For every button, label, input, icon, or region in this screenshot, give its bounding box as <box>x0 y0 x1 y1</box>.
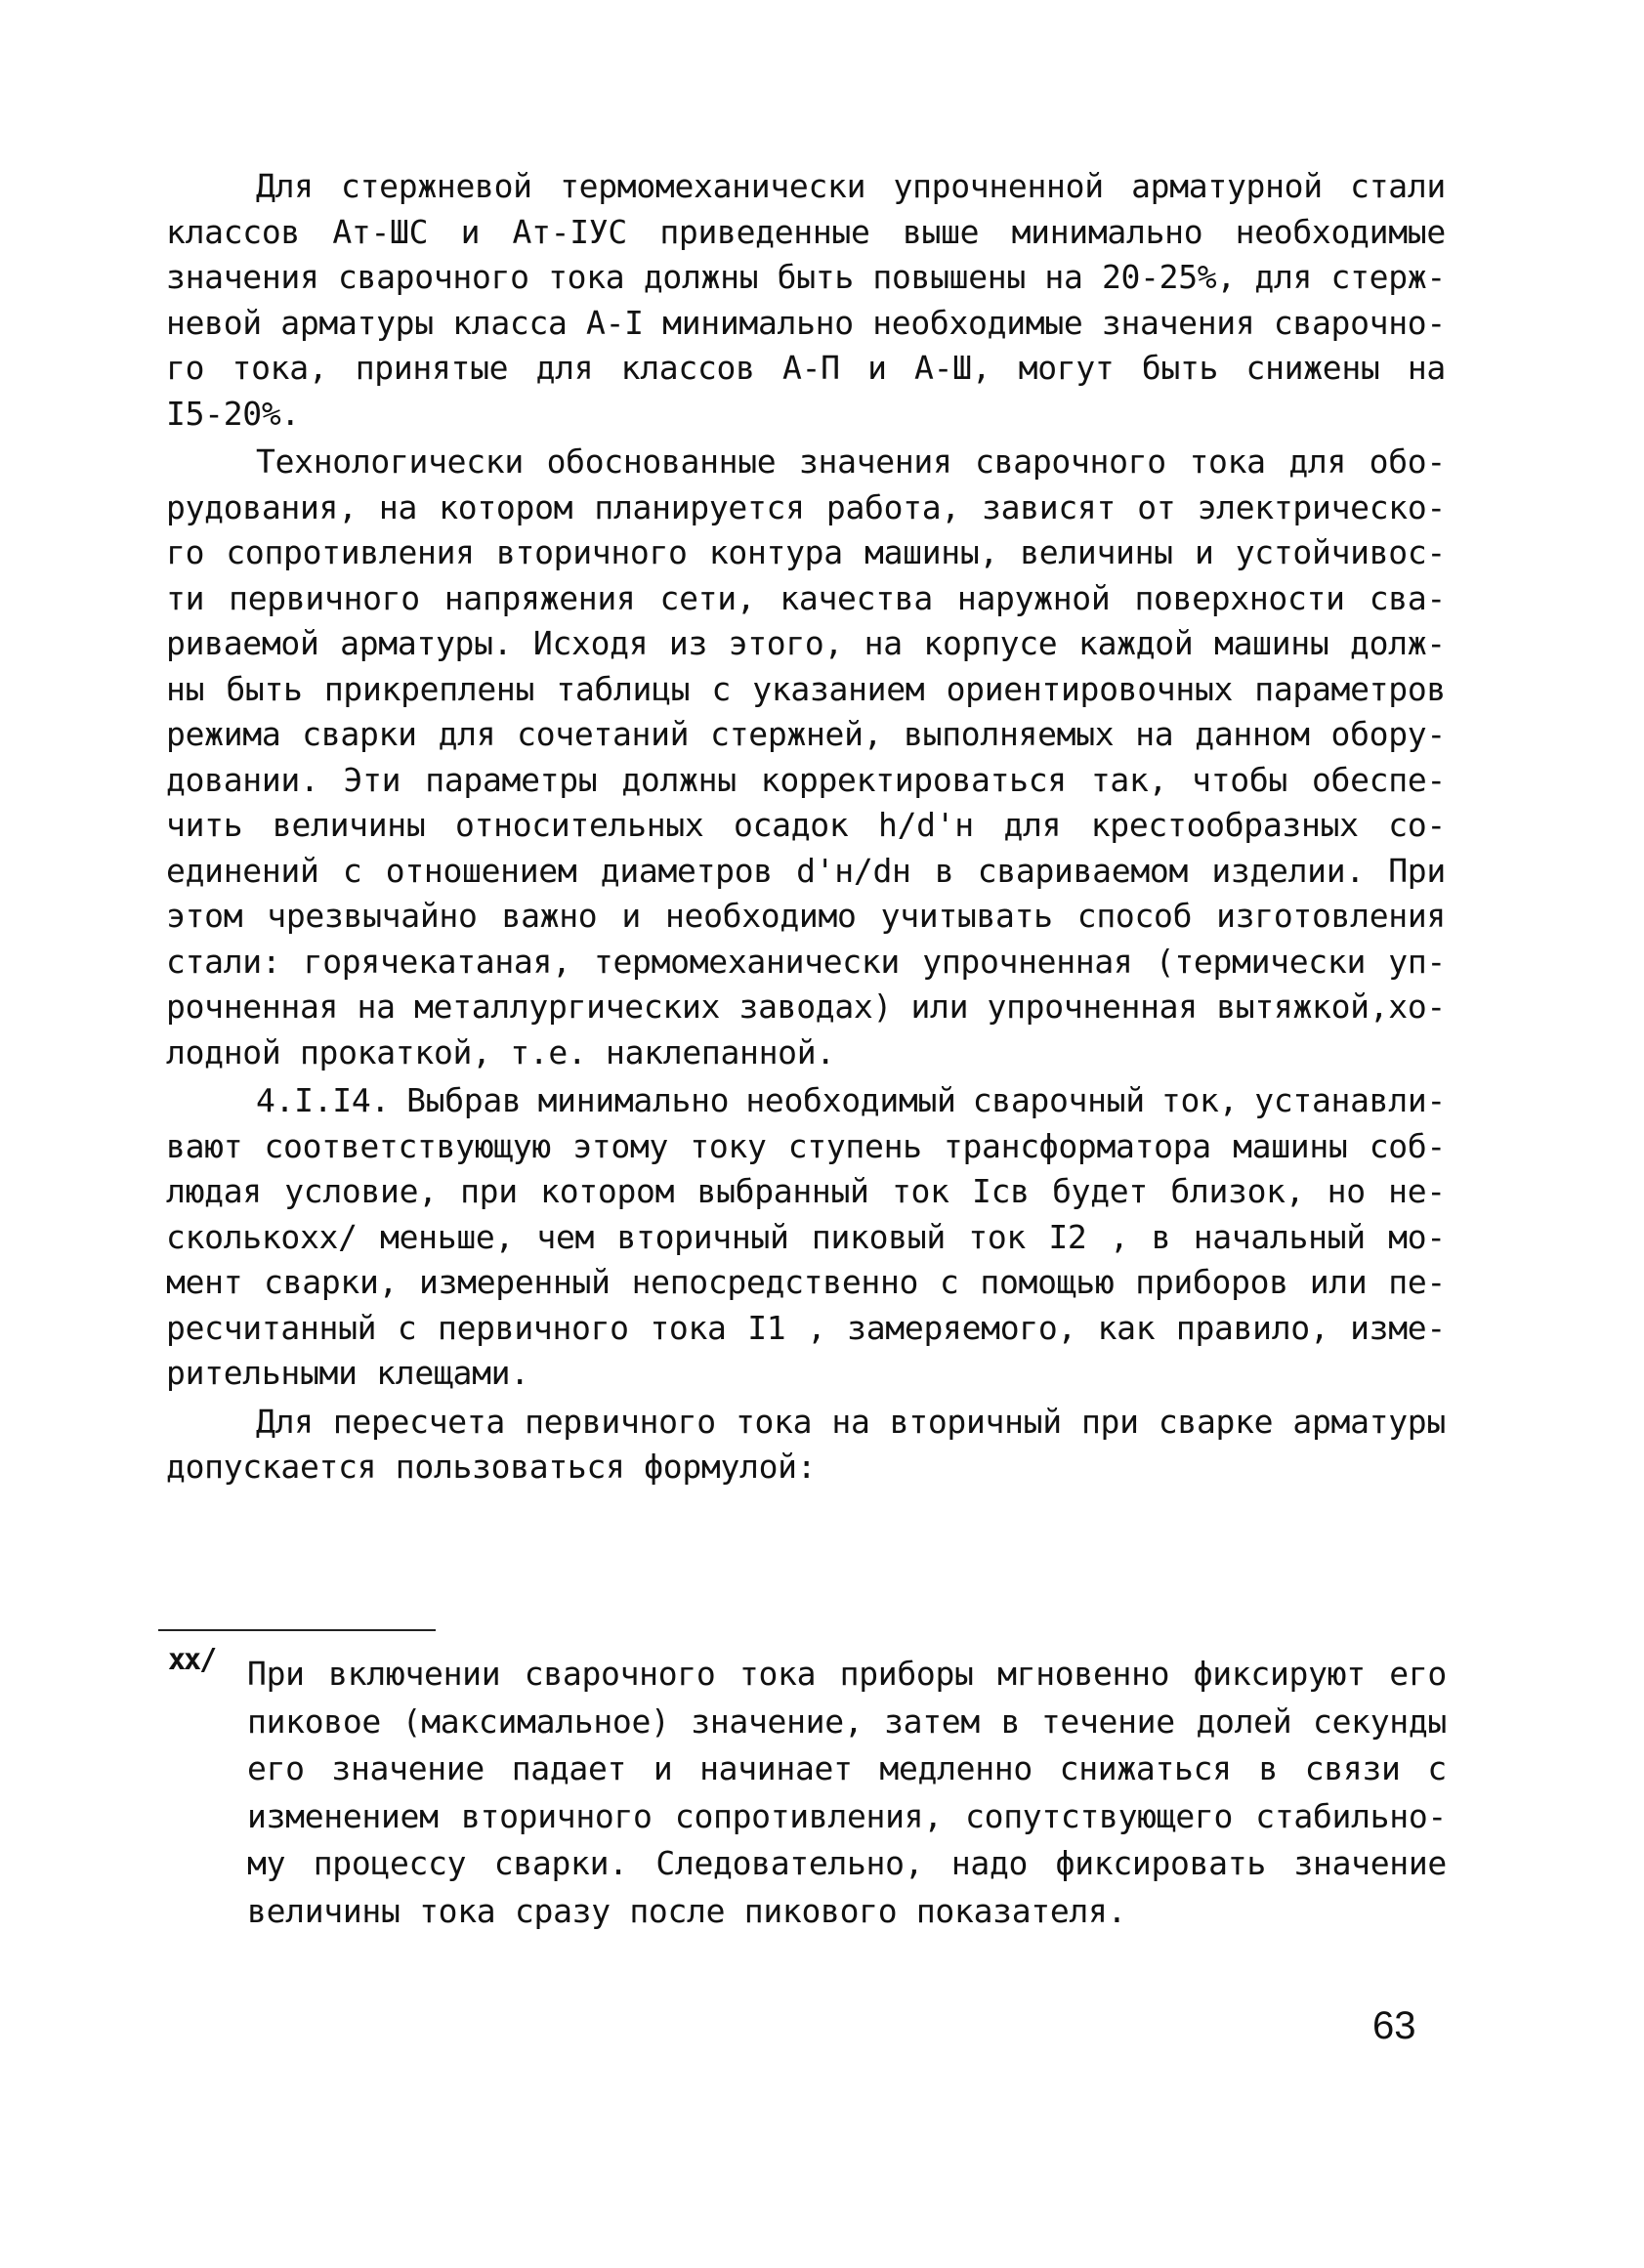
word: отношением <box>385 851 577 890</box>
word: I1 <box>747 1308 786 1347</box>
text-line <box>166 301 1446 347</box>
text-line: лодной прокаткой, т.е. наклепанной. <box>166 1032 835 1071</box>
word: Следовательно, <box>655 1844 924 1882</box>
word: для <box>535 349 594 387</box>
word: вытяжкой,хо- <box>1216 987 1446 1026</box>
text-line <box>166 985 1446 1030</box>
footnote-line <box>247 1699 1447 1746</box>
word: надо <box>950 1844 1029 1882</box>
word: на <box>357 987 396 1026</box>
word: обору- <box>1330 715 1446 753</box>
word: снижены <box>1245 349 1380 387</box>
word: Выбрав <box>406 1081 522 1119</box>
word: обеспе- <box>1311 760 1446 799</box>
word: необходимый <box>745 1081 956 1119</box>
text-line <box>166 440 1446 485</box>
text-line <box>166 1306 1446 1352</box>
word: Эти <box>343 760 401 799</box>
word: изготовления <box>1216 897 1446 935</box>
word: сколькоxx/ <box>166 1217 358 1256</box>
word: упрочненная <box>922 942 1133 981</box>
word: пиковое <box>247 1701 381 1741</box>
word: могут <box>1018 349 1115 387</box>
text-line <box>166 1078 1446 1124</box>
word: или <box>910 987 969 1026</box>
word: рочненная <box>166 987 339 1026</box>
word: принятые <box>355 349 509 387</box>
word: необходимо <box>664 897 857 935</box>
word: тока <box>548 258 625 296</box>
word: медленно <box>879 1749 1033 1787</box>
word: соответствующую <box>264 1126 551 1165</box>
word: , <box>806 1308 826 1347</box>
word: процессу <box>313 1844 467 1882</box>
word: машины <box>1233 1126 1348 1165</box>
word: течение <box>1040 1701 1175 1741</box>
word: быть <box>226 669 303 708</box>
word: сварочного <box>524 1655 716 1693</box>
paragraph-4 <box>166 1400 1446 1491</box>
word: ресчитанный <box>166 1308 377 1347</box>
word: работа, <box>825 487 960 526</box>
word: значения <box>1101 303 1255 342</box>
word: обоснованные <box>546 442 777 481</box>
text-line <box>166 1260 1446 1306</box>
word: 4.I.I4. <box>256 1081 390 1119</box>
word: упрочненной <box>893 167 1104 205</box>
word: изме- <box>1350 1308 1446 1347</box>
word: осадок <box>734 806 849 844</box>
word: стабильно- <box>1255 1796 1447 1835</box>
word: и <box>1194 533 1214 571</box>
text-line: рительными клещами. <box>166 1354 529 1392</box>
word: будет <box>1052 1172 1148 1210</box>
word: с <box>397 1308 417 1347</box>
word: пересчета <box>332 1402 505 1441</box>
word: этого, <box>728 624 844 662</box>
word: сва- <box>1369 578 1446 617</box>
word: так, <box>1090 760 1168 799</box>
footnote-line <box>247 1840 1447 1888</box>
word: При <box>1388 851 1446 890</box>
word: прикреплены <box>323 669 535 708</box>
word: фиксировать <box>1055 1844 1266 1882</box>
word: фиксируют <box>1193 1655 1366 1693</box>
word: при <box>460 1172 518 1210</box>
word: электрическо- <box>1197 487 1446 526</box>
word: и <box>460 212 481 251</box>
word: каждой <box>1078 624 1194 662</box>
word: корректироваться <box>760 760 1067 799</box>
word: падает <box>511 1749 627 1787</box>
word: на <box>1407 349 1446 387</box>
text-line <box>166 255 1446 301</box>
word: указанием <box>752 669 925 708</box>
word: ти <box>166 578 205 617</box>
word: Технологически <box>256 442 524 481</box>
text-line <box>166 894 1446 940</box>
word: и <box>867 349 887 387</box>
word: в <box>1151 1217 1171 1256</box>
word: пиковый <box>811 1217 946 1256</box>
word: свариваемом <box>977 851 1189 890</box>
word: как <box>1097 1308 1156 1347</box>
word: ступень <box>787 1126 922 1165</box>
word: необходимые <box>872 303 1083 342</box>
text-line <box>166 1169 1446 1215</box>
word: обо- <box>1369 442 1446 481</box>
word: котором <box>439 487 573 526</box>
word: значения <box>798 442 952 481</box>
word: чрезвычайно <box>267 897 478 935</box>
word: ориентировочных <box>946 669 1234 708</box>
word: чить <box>166 806 243 844</box>
word: чтобы <box>1192 760 1287 799</box>
word: сварке <box>1158 1402 1274 1441</box>
word: го <box>166 533 205 571</box>
text-line <box>166 803 1446 849</box>
word: А-П <box>782 349 840 387</box>
word: условие, <box>284 1172 438 1210</box>
word: зависят <box>982 487 1117 526</box>
word: для <box>1254 258 1313 296</box>
word: на <box>1044 258 1083 296</box>
word: напряжения <box>443 578 636 617</box>
word: вторичного <box>495 533 688 571</box>
word: ток <box>891 1172 949 1210</box>
word: параметров <box>1254 669 1446 708</box>
word: выбранный <box>696 1172 869 1210</box>
word: корпусе <box>923 624 1058 662</box>
word: вторичного <box>460 1796 653 1835</box>
word: сварочный <box>972 1081 1145 1119</box>
word: Исходя <box>532 624 649 662</box>
word: людая <box>166 1172 262 1210</box>
word: замеряемого, <box>847 1308 1076 1347</box>
word: данном <box>1195 715 1310 753</box>
word: на <box>831 1402 870 1441</box>
word: из <box>668 624 708 662</box>
word: но <box>1327 1172 1366 1210</box>
word: арматуры <box>1292 1402 1446 1441</box>
word: значение <box>331 1749 485 1787</box>
word: сварочно- <box>1273 303 1446 342</box>
word: Iсв <box>972 1172 1030 1210</box>
word: термомеханически <box>560 167 866 205</box>
word: для <box>438 715 496 753</box>
text-line <box>166 530 1446 576</box>
word: режима <box>166 715 281 753</box>
word: довании. <box>166 760 319 799</box>
word: его <box>247 1749 305 1787</box>
word: при <box>1080 1402 1139 1441</box>
word: секунды <box>1313 1701 1447 1741</box>
word: со- <box>1388 806 1446 844</box>
word: классов <box>166 212 300 251</box>
word: d'н/dн <box>796 851 911 890</box>
word: в <box>1258 1749 1279 1787</box>
word: помощью <box>980 1263 1115 1301</box>
word: рудования, <box>166 487 358 526</box>
word: меньше, <box>380 1217 515 1256</box>
text-line <box>166 1215 1446 1261</box>
word: приборов <box>1135 1263 1288 1301</box>
word: мо- <box>1388 1217 1446 1256</box>
word: снижаться <box>1059 1749 1232 1787</box>
word: арматуры. <box>340 624 513 662</box>
word: быть <box>777 258 854 296</box>
word: величины <box>272 806 426 844</box>
footnote-line <box>247 1745 1447 1793</box>
word: поверхности <box>1134 578 1345 617</box>
word: связи <box>1304 1749 1401 1787</box>
word: включении <box>328 1655 501 1693</box>
word: Для <box>256 167 314 205</box>
text-line <box>166 712 1446 758</box>
word: арматуры <box>280 303 434 342</box>
word: начинает <box>699 1749 853 1787</box>
word: устанавли- <box>1254 1081 1446 1119</box>
word: сети, <box>659 578 756 617</box>
word: тока <box>735 1402 813 1441</box>
word: необходимые <box>1235 212 1446 251</box>
word: контура <box>708 533 843 571</box>
word: мгновенно <box>997 1655 1170 1693</box>
word: минимально <box>537 1081 730 1119</box>
text-line: допускается пользоваться формулой: <box>166 1448 817 1486</box>
word: изменением <box>247 1796 439 1835</box>
word: этому <box>572 1126 669 1165</box>
word: классов <box>620 349 755 387</box>
word: вают <box>166 1126 243 1165</box>
text-line <box>166 576 1446 622</box>
word: (термически <box>1155 942 1367 981</box>
word: класса <box>452 303 568 342</box>
word: первичного <box>438 1308 629 1347</box>
word: значение <box>1293 1844 1447 1882</box>
word: величины <box>1020 533 1173 571</box>
word: ны <box>166 669 205 708</box>
word: не- <box>1388 1172 1446 1210</box>
page-number: 63 <box>1372 2004 1416 2047</box>
word: выполняемых <box>904 715 1115 753</box>
word: начальный <box>1193 1217 1366 1256</box>
word: му <box>247 1844 286 1882</box>
footnote-divider <box>158 1629 436 1631</box>
word: заводах) <box>738 987 893 1026</box>
word: сопротивления <box>226 533 475 571</box>
word: близок, <box>1170 1172 1305 1210</box>
word: сочетаний <box>517 715 690 753</box>
word: изделии. <box>1211 851 1365 890</box>
word: (максимальное) <box>401 1701 670 1741</box>
word: параметры <box>425 760 598 799</box>
word: тока <box>738 1655 817 1693</box>
word: 20-25%, <box>1101 258 1236 296</box>
word: чем <box>536 1217 595 1256</box>
word: значение, <box>691 1701 864 1741</box>
text-line <box>166 1400 1446 1446</box>
word: трансформатора <box>943 1126 1211 1165</box>
word: первичного <box>525 1402 716 1441</box>
word: на <box>1135 715 1174 753</box>
word: должны <box>621 760 737 799</box>
word: на <box>378 487 418 526</box>
word: с <box>342 851 362 890</box>
word: устойчивос- <box>1235 533 1446 571</box>
text-line <box>166 849 1446 895</box>
word: сварочного <box>337 258 529 296</box>
paragraph-1 <box>166 164 1446 437</box>
text-line <box>166 346 1446 392</box>
word: I2 <box>1048 1217 1087 1256</box>
word: этом <box>166 897 243 935</box>
word: наружной <box>956 578 1111 617</box>
word: Для <box>256 1402 314 1441</box>
word: быть <box>1141 349 1219 387</box>
word: планируется <box>594 487 805 526</box>
text-line <box>166 621 1446 667</box>
text-line <box>166 164 1446 210</box>
word: ток, <box>1160 1081 1239 1119</box>
main-text <box>166 164 1446 1491</box>
word: При <box>247 1655 305 1693</box>
text-line <box>166 1124 1446 1170</box>
word: минимально <box>662 303 854 342</box>
word: мент <box>166 1263 243 1301</box>
word: в <box>934 851 954 890</box>
word: крестообразных <box>1090 806 1359 844</box>
word: вторичный <box>889 1402 1062 1441</box>
word: учитывать <box>880 897 1053 935</box>
footnote-mark: xx/ <box>168 1643 216 1677</box>
word: арматурной <box>1131 167 1323 205</box>
word: таблицы <box>556 669 691 708</box>
word: невой <box>166 303 262 342</box>
text-line <box>166 210 1446 256</box>
word: на <box>864 624 903 662</box>
word: вторичный <box>616 1217 789 1256</box>
word: диаметров <box>600 851 773 890</box>
word: го <box>166 349 205 387</box>
word: значения <box>166 258 319 296</box>
word: металлургических <box>414 987 721 1026</box>
word: машины, <box>864 533 998 571</box>
word: приведенные <box>659 212 870 251</box>
word: с <box>939 1263 959 1301</box>
word: минимально <box>1011 212 1203 251</box>
word: для <box>1288 442 1347 481</box>
word: в <box>1000 1701 1021 1741</box>
word: сварки. <box>493 1844 628 1882</box>
word: долж- <box>1350 624 1446 662</box>
footnote <box>247 1651 1447 1935</box>
word: уп- <box>1388 942 1446 981</box>
word: h/d'н <box>878 806 974 844</box>
word: качества <box>780 578 933 617</box>
word: сопротивления, <box>674 1796 943 1835</box>
word: , <box>1109 1217 1129 1256</box>
word: ток <box>968 1217 1026 1256</box>
word: стали: <box>166 942 281 981</box>
word: должны <box>643 258 759 296</box>
word: тока <box>650 1308 727 1347</box>
word: с <box>1427 1749 1447 1787</box>
word: сварки, <box>264 1263 399 1301</box>
footnote-line <box>247 1651 1447 1699</box>
word: соб- <box>1369 1126 1446 1165</box>
word: термомеханически <box>593 942 900 981</box>
word: долей <box>1196 1701 1292 1741</box>
word: или <box>1309 1263 1368 1301</box>
word: приборы <box>839 1655 974 1693</box>
word: повышены <box>872 258 1026 296</box>
word: А-I <box>586 303 644 342</box>
word: выше <box>902 212 980 251</box>
word: риваемой <box>166 624 319 662</box>
word: правило, <box>1175 1308 1329 1347</box>
word: для <box>1003 806 1062 844</box>
word: и <box>621 897 641 935</box>
word: относительных <box>455 806 704 844</box>
word: с <box>711 669 732 708</box>
word: упрочненная <box>987 987 1198 1026</box>
word: пе- <box>1388 1263 1446 1301</box>
word: сопутствующего <box>965 1796 1234 1835</box>
word: затем <box>884 1701 980 1741</box>
paragraph-3 <box>166 1078 1446 1397</box>
text-line <box>166 758 1446 804</box>
word: котором <box>540 1172 675 1210</box>
word: Ат-ШС <box>332 212 429 251</box>
word: горячекатаная, <box>303 942 571 981</box>
text-line <box>166 485 1446 531</box>
word: от <box>1137 487 1176 526</box>
word: его <box>1389 1655 1447 1693</box>
word: стерж- <box>1330 258 1446 296</box>
text-line <box>166 940 1446 986</box>
word: сварки <box>302 715 417 753</box>
word: первичного <box>229 578 420 617</box>
footnote-line: величины тока сразу после пикового показателя. <box>247 1891 1127 1930</box>
word: сварочного <box>975 442 1166 481</box>
paragraph-2 <box>166 440 1446 1075</box>
word: тока, <box>232 349 328 387</box>
word: тока <box>1189 442 1266 481</box>
word: стержней, <box>710 715 883 753</box>
word: Ат-IУС <box>512 212 627 251</box>
word: единений <box>166 851 319 890</box>
footnote-line <box>247 1793 1447 1841</box>
word: способ <box>1076 897 1193 935</box>
text-line: I5-20%. <box>166 394 300 433</box>
word: А-Ш, <box>914 349 991 387</box>
word: непосредственно <box>631 1263 919 1301</box>
text-line <box>166 667 1446 713</box>
word: стержневой <box>341 167 532 205</box>
word: измеренный <box>419 1263 611 1301</box>
word: машины <box>1214 624 1329 662</box>
word: важно <box>501 897 598 935</box>
word: и <box>653 1749 673 1787</box>
word: стали <box>1350 167 1446 205</box>
word: току <box>690 1126 767 1165</box>
